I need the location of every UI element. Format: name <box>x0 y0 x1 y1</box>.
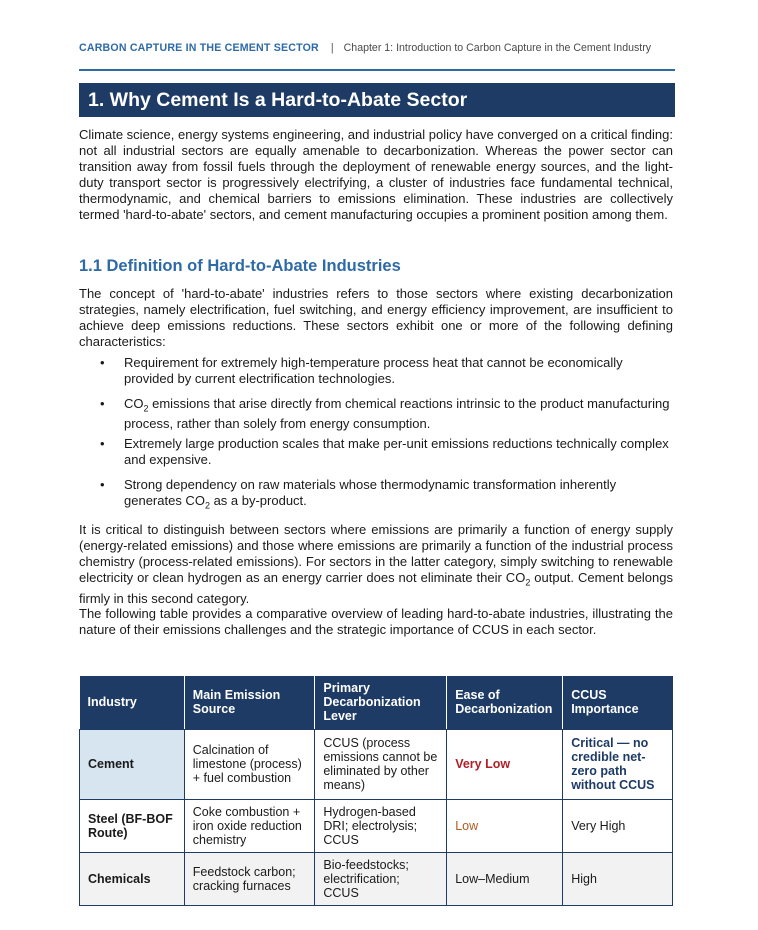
table-row <box>80 729 673 799</box>
cell-industry: Chemicals <box>80 852 185 905</box>
running-header-section: CARBON CAPTURE IN THE CEMENT SECTOR <box>79 42 319 54</box>
section-heading: 1. Why Cement Is a Hard-to-Abate Sector <box>79 83 675 117</box>
list-item: • $CO_2$ emissions that arise directly from chemical reactions intrinsic to the product manufacturing process, rather than solely from energy consumption. <box>100 395 670 432</box>
cell-source: Coke combustion + iron oxide reduction chemistry <box>184 799 315 852</box>
cell-lever: Bio-feedstocks; electrification; CCUS <box>315 852 447 905</box>
cell-ease: Low <box>447 799 563 852</box>
cell-lever: CCUS (process emissions cannot be eliminated by other means) <box>315 729 447 799</box>
table-header-row <box>80 676 673 729</box>
cell-industry: Steel (BF-BOF Route) <box>80 799 185 852</box>
cell-ccus: High <box>563 852 673 905</box>
list-item: • Requirement for extremely high-temperature process heat that cannot be economically provided by current electrification technologies. <box>100 355 623 386</box>
comparison-table <box>79 676 673 906</box>
characteristics-list <box>100 355 672 517</box>
header-main-emission-source: Main Emission Source <box>184 676 315 729</box>
bullet-icon: • <box>100 476 105 492</box>
bullet-icon: • <box>100 355 105 370</box>
running-header <box>79 41 675 55</box>
table-row <box>80 852 673 905</box>
bullet-icon: • <box>100 395 105 411</box>
concept-paragraph: The concept of 'hard-to-abate' industries refers to those sectors where existing decarbonization strategies, namely electrification, fuel switching, and energy efficiency improvement, are insufficient to achieve deep emissions reductions. These sectors exhibit one or more of the following defining characteristics: <box>79 286 673 349</box>
list-item: • Extremely large production scales that make per-unit emissions reductions technically complex and expensive. <box>100 436 669 468</box>
subsection-heading: 1.1 Definition of Hard-to-Abate Industries <box>79 257 401 275</box>
header-decarbonization-lever: Primary Decarbonization Lever <box>315 676 447 729</box>
cell-source: Feedstock carbon; cracking furnaces <box>184 852 315 905</box>
header-ease: Ease of Decarbonization <box>447 676 563 729</box>
cell-ease: Low–Medium <box>447 852 563 905</box>
bullet-icon: • <box>100 436 105 452</box>
cell-lever: Hydrogen-based DRI; electrolysis; CCUS <box>315 799 447 852</box>
header-rule <box>79 69 675 71</box>
running-header-separator: | <box>330 42 334 54</box>
intro-paragraph: Climate science, energy systems engineering, and industrial policy have converged on a critical finding: not all industrial sectors are equally amenable to decarbonization. Whereas the power sector can transition away from fossil fuels through the deployment of renewable energy sources, and the light-duty transport sector is progressively electrifying, a cluster of industries face fundamental technical, thermodynamic, and chemical barriers to emissions elimination. These industries are collectively termed 'hard-to-abate' sectors, and cement manufacturing occupies a prominent position among them. <box>79 127 673 222</box>
header-industry: Industry <box>80 676 185 729</box>
cell-ccus: Critical — no credible net-zero path without CCUS <box>563 729 673 799</box>
table-intro-paragraph: The following table provides a comparative overview of leading hard-to-abate industries, illustrating the nature of their emissions challenges and the strategic importance of CCUS in each sector. <box>79 606 673 637</box>
table-row <box>80 799 673 852</box>
header-ccus-importance: CCUS Importance <box>563 676 673 729</box>
cell-source: Calcination of limestone (process) + fuel combustion <box>184 729 315 799</box>
distinguish-paragraph: It is critical to distinguish between sectors where emissions are primarily a function of energy supply (energy-related emissions) and those where emissions are primarily a function of the industrial process chemistry (process-related emissions). For sectors in the latter category, simply switching to renewable electricity or clean hydrogen as an energy carrier does not eliminate their $CO_2$ output. Cement belongs firmly in this second category. <box>79 522 673 606</box>
cell-ease: Very Low <box>447 729 563 799</box>
list-item: • Strong dependency on raw materials whose thermodynamic transformation inherently generates $CO_2$ as a by-product. <box>100 476 617 511</box>
cell-industry: Cement <box>80 729 185 799</box>
running-header-chapter: Chapter 1: Introduction to Carbon Capture in the Cement Industry <box>343 42 652 54</box>
cell-ccus: Very High <box>563 799 673 852</box>
